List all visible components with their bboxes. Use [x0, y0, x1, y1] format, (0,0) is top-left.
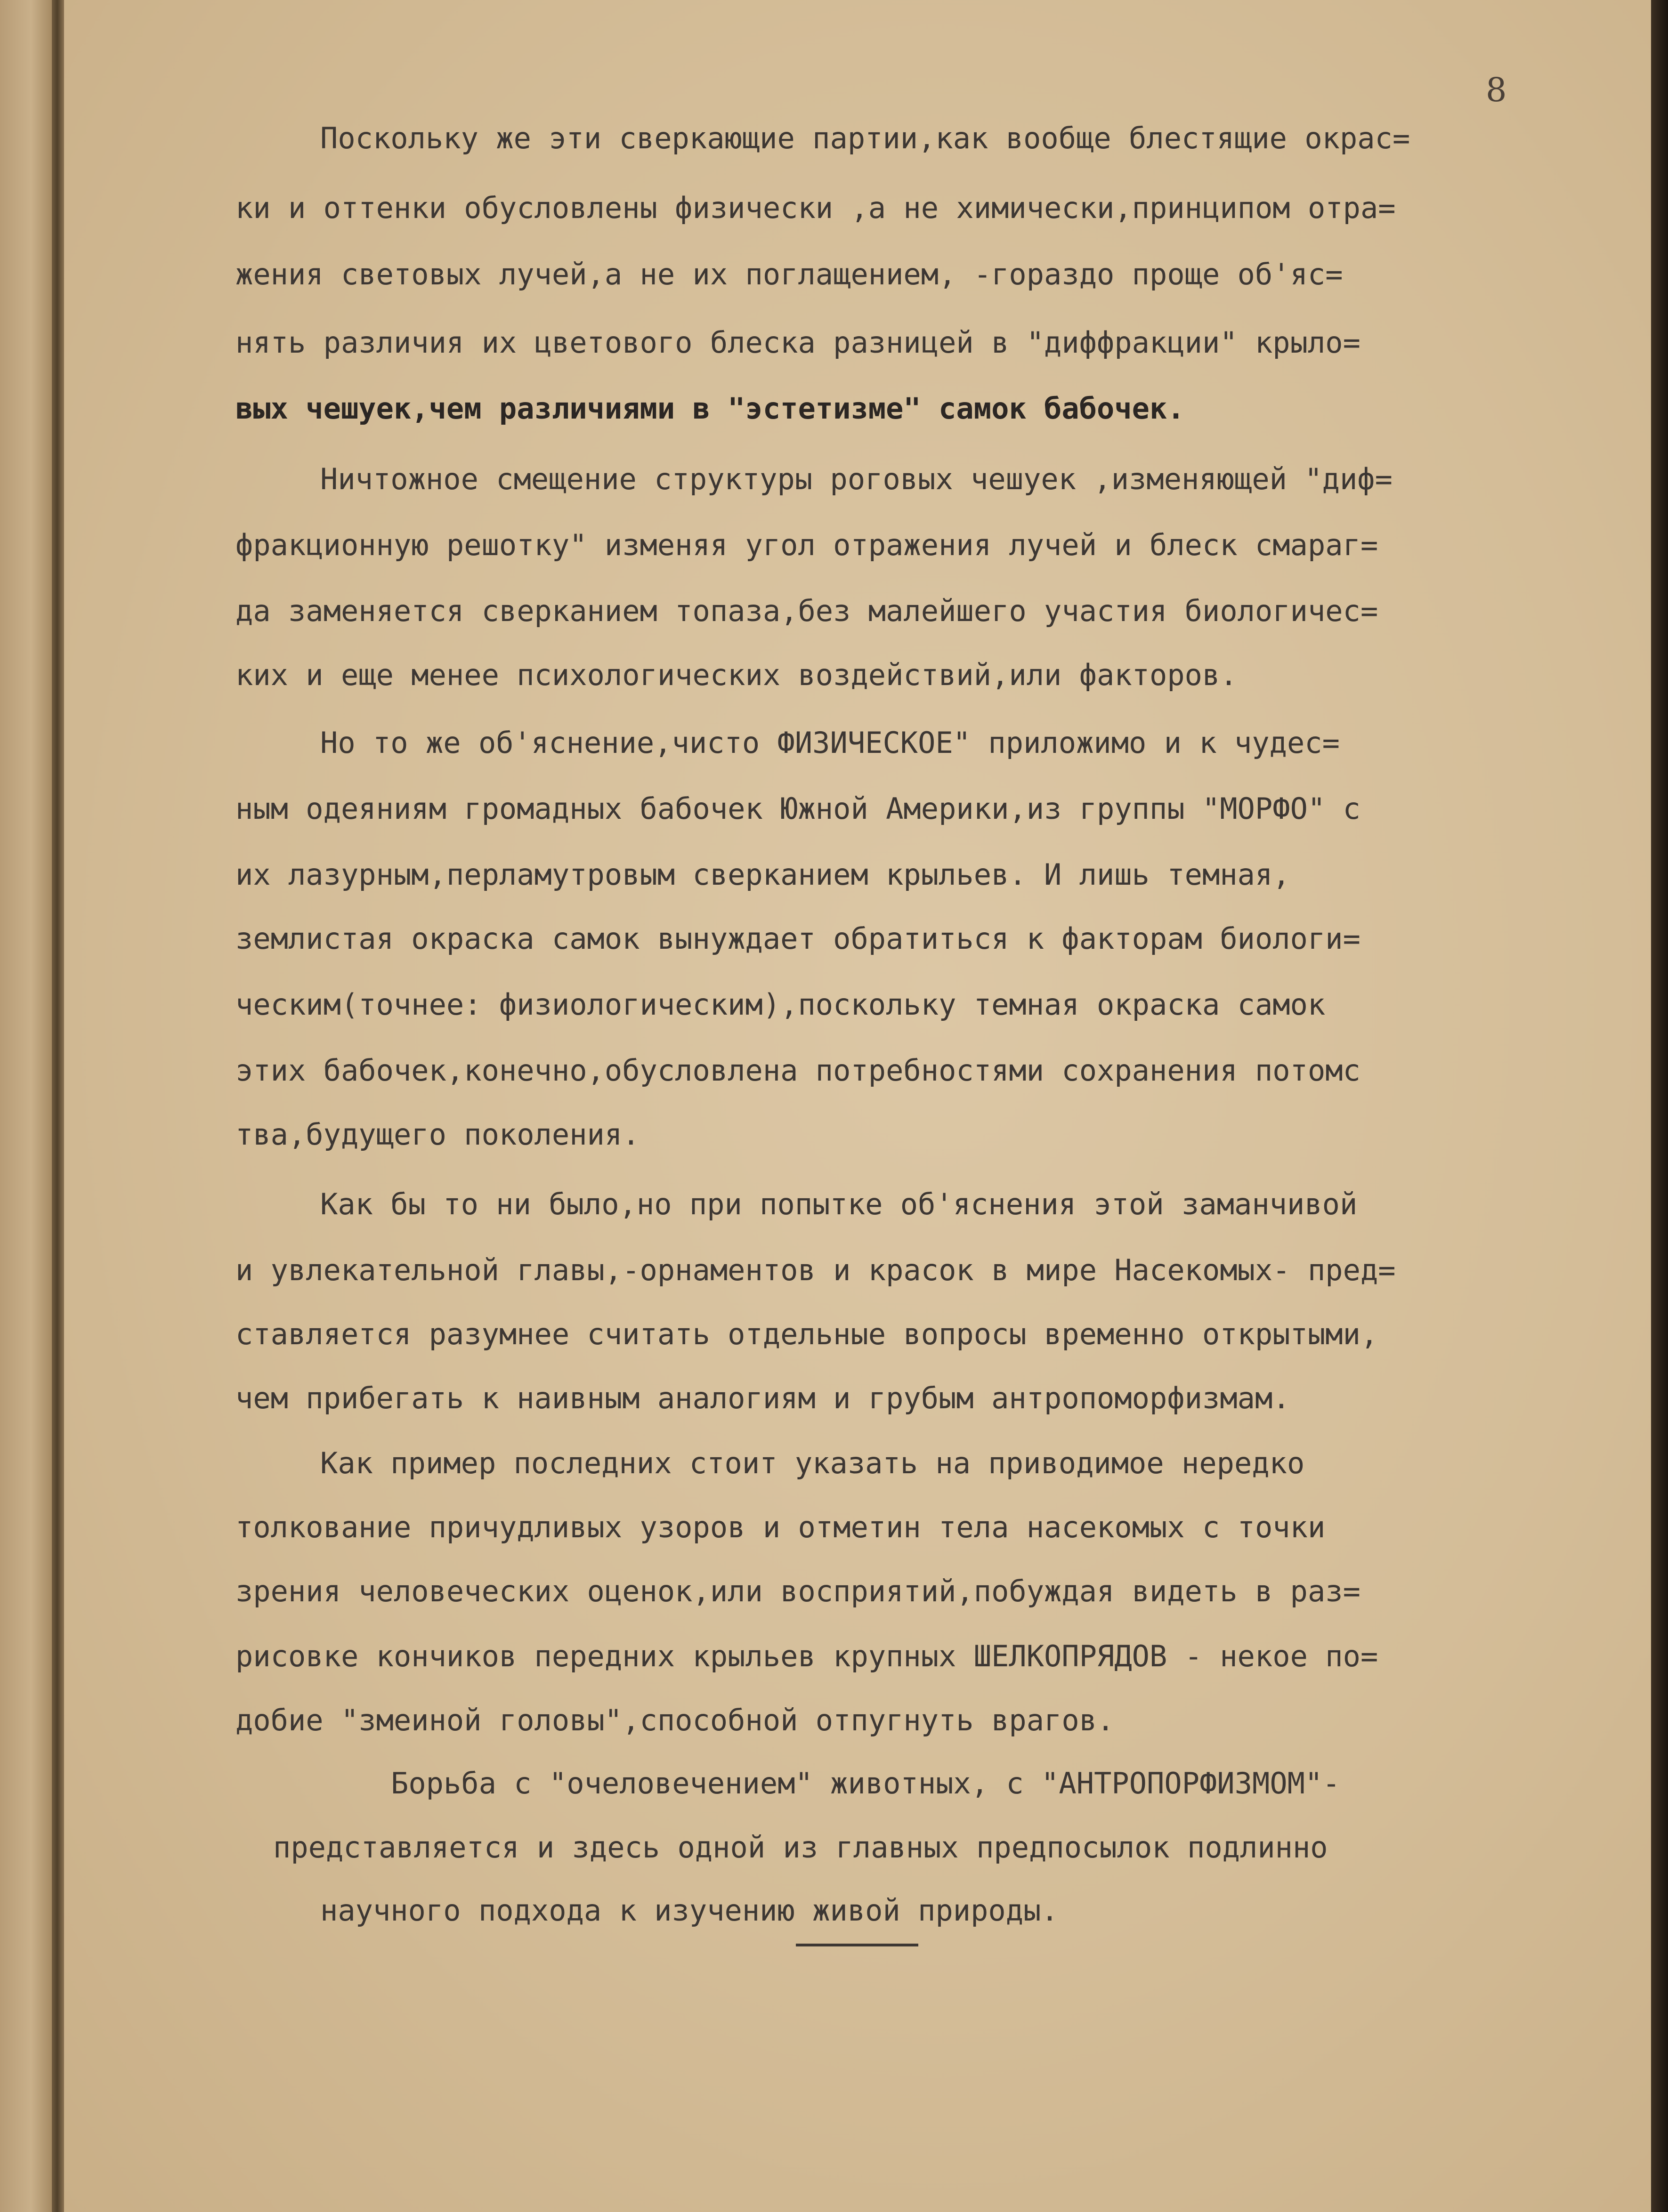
text-line: Как пример последних стоит указать на приводимое нередко [320, 1446, 1305, 1480]
typed-text-body [235, 0, 1629, 2212]
text-line: землистая окраска самок вынуждает обратиться к факторам биологи= [235, 921, 1360, 956]
text-line: ставляется разумнее считать отдельные вопросы временно открытыми, [235, 1317, 1378, 1351]
text-line: вых чешуек,чем различиями в "эстетизме" самок бабочек. [235, 391, 1185, 426]
text-line: Но то же об'яснение,чисто ФИЗИЧЕСКОЕ" приложимо и к чудес= [320, 726, 1340, 760]
text-line: и увлекательной главы,-орнаментов и красок в мире Насекомых- пред= [235, 1253, 1396, 1287]
text-line: этих бабочек,конечно,обусловлена потребностями сохранения потомс [235, 1053, 1360, 1088]
text-line: ным одеяниям громадных бабочек Южной Америки,из группы "МОРФО" с [235, 791, 1360, 826]
text-line: ких и еще менее психологических воздействий,или факторов. [235, 658, 1238, 692]
text-line: фракционную решотку" изменяя угол отражения лучей и блеск смараг= [235, 528, 1378, 562]
binding-strip [0, 0, 52, 2212]
text-line: тва,будущего поколения. [235, 1117, 640, 1152]
text-line: Борьба с "очеловечением" животных, с "АНТРОПОРФИЗМОМ"- [391, 1766, 1340, 1800]
page-number: 8 [1486, 71, 1507, 109]
text-line: ческим(точнее: физиологическим),поскольку темная окраска самок [235, 987, 1326, 1022]
text-line: рисовке кончиков передних крыльев крупных ШЕЛКОПРЯДОВ - некое по= [235, 1639, 1378, 1673]
text-line: Поскольку же эти сверкающие партии,как вообще блестящие окрас= [320, 121, 1410, 155]
text-line: нять различия их цветового блеска разницей в "диффракции" крыло= [235, 325, 1360, 360]
text-line: зрения человеческих оценок,или восприятий,побуждая видеть в раз= [235, 1574, 1360, 1608]
text-line: их лазурным,перламутровым сверканием крыльев. И лишь темная, [235, 857, 1290, 892]
text-line: толкование причудливых узоров и отметин тела насекомых с точки [235, 1510, 1326, 1544]
page-edge-shadow [1651, 0, 1668, 2212]
text-line: жения световых лучей,а не их поглащением, -гораздо проще об'яс= [235, 257, 1343, 291]
text-line: ки и оттенки обусловлены физически ,а не химически,принципом отра= [235, 191, 1396, 225]
text-line: да заменяется сверканием топаза,без малейшего участия биологичес= [235, 594, 1378, 628]
text-line: Ничтожное смещение структуры роговых чешуек ,изменяющей "диф= [320, 462, 1393, 496]
closing-dash-divider [796, 1944, 918, 1946]
text-line: чем прибегать к наивным аналогиям и грубым антропоморфизмам. [235, 1381, 1290, 1415]
text-line: Как бы то ни было,но при попытке об'яснения этой заманчивой [320, 1187, 1358, 1221]
binding-shadow [52, 0, 64, 2212]
text-line: представляется и здесь одной из главных предпосылок подлинно [273, 1830, 1328, 1865]
text-line: добие "змеиной головы",способной отпугнуть врагов. [235, 1703, 1115, 1737]
text-line: научного подхода к изучению живой природы. [320, 1893, 1059, 1928]
